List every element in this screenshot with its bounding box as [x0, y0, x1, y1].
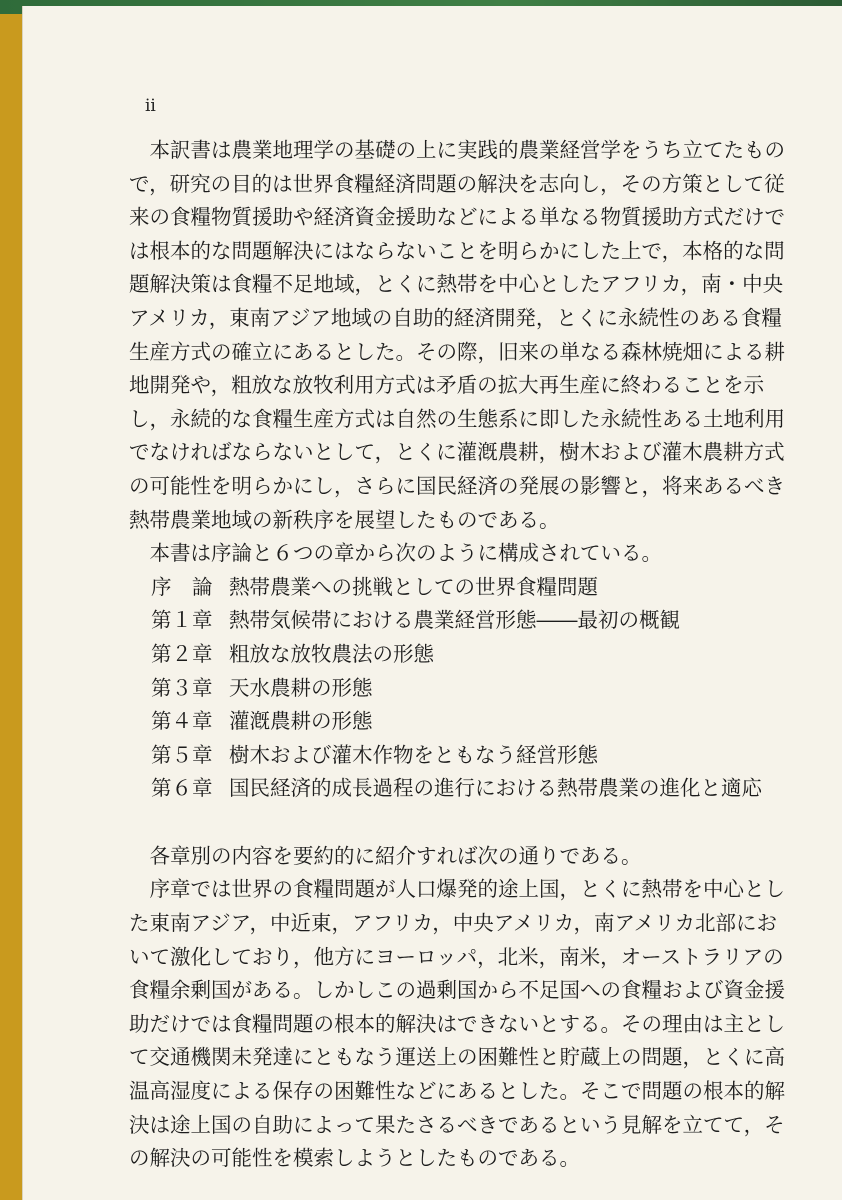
- chapter-title: 天水農耕の形態: [229, 675, 373, 700]
- chapter-title: 樹木および灌木作物をともなう経営形態: [229, 742, 598, 767]
- chapter-item: [129, 739, 789, 773]
- page-number: ii: [145, 96, 156, 116]
- structure-sentence: 本書は序論と６つの章から次のように構成されている。: [149, 541, 662, 566]
- chapter-label: 第２章: [151, 641, 213, 666]
- chapter-label: 第５章: [151, 742, 213, 767]
- chapter-title: 熱帯気候帯における農業経営形態――最初の概観: [229, 608, 680, 633]
- chapter-title: 国民経済的成長過程の進行における熱帯農業の進化と適応: [229, 776, 762, 801]
- chapter-item: [129, 638, 789, 672]
- chapter-label: 第４章: [151, 709, 213, 734]
- summary-intro: 各章別の内容を要約的に紹介すれば次の通りである。: [149, 843, 642, 868]
- chapter-item: [129, 571, 789, 605]
- page-body: [129, 134, 789, 1176]
- chapter-label: 序 論: [151, 574, 213, 599]
- section-gap: [129, 806, 789, 840]
- chapter-label: 第１章: [151, 608, 213, 633]
- chapter-title: 粗放な放牧農法の形態: [229, 641, 434, 666]
- book-cover-left-edge: [0, 14, 22, 1200]
- chapter-label: 第３章: [151, 675, 213, 700]
- chapter-title: 灌漑農耕の形態: [229, 709, 373, 734]
- chapter-list: [129, 571, 789, 806]
- chapter-item: [129, 772, 789, 806]
- intro-paragraph: 本訳書は農業地理学の基礎の上に実践的農業経営学をうち立てたもので，研究の目的は世界食糧経済問題の解決を志向し，その方策として従来の食糧物質援助や経済資金援助などによる単なる物質援助方式だけでは根本的な問題解決にはならないことを明らかにした上で，本格的な問題解決策は食糧不足地域，とくに熱帯を中心としたアフリカ，南・中央アメリカ，東南アジア地域の自助的経済開発，とくに永続性のある食糧生産方式の確立にあるとした。その際，旧来の単なる森林焼畑による耕地開発や，粗放な放牧利用方式は矛盾の拡大再生産に終わることを示し，永続的な食糧生産方式は自然の生態系に即した永続性ある土地利用でなければならないとして，とくに灌漑農耕，樹木および灌木農耕方式の可能性を明らかにし，さらに国民経済の発展の影響と，将来あるべき熱帯農業地域の新秩序を展望したものである。: [129, 138, 785, 532]
- chapter-label: 第６章: [151, 776, 213, 801]
- chapter-item: [129, 672, 789, 706]
- book-page: [22, 6, 842, 1200]
- chapter-item: [129, 705, 789, 739]
- chapter-item: [129, 604, 789, 638]
- chapter-title: 熱帯農業への挑戦としての世界食糧問題: [229, 574, 598, 599]
- preface-summary: 序章では世界の食糧問題が人口爆発的途上国，とくに熱帯を中心とした東南アジア，中近東，アフリカ，中央アメリカ，南アメリカ北部において激化しており，他方にヨーロッパ，北米，南米，オーストラリアの食糧余剰国がある。しかしこの過剰国から不足国への食糧および資金援助だけでは食糧問題の根本的解決はできないとする。その理由は主として交通機関未発達にともなう運送上の困難性と貯蔵上の問題，とくに高温高湿度による保存の困難性などにあるとした。そこで問題の根本的解決は途上国の自助によって果たさるべきであるという見解を立てて，その解決の可能性を模索しようとしたものである。: [129, 877, 785, 1171]
